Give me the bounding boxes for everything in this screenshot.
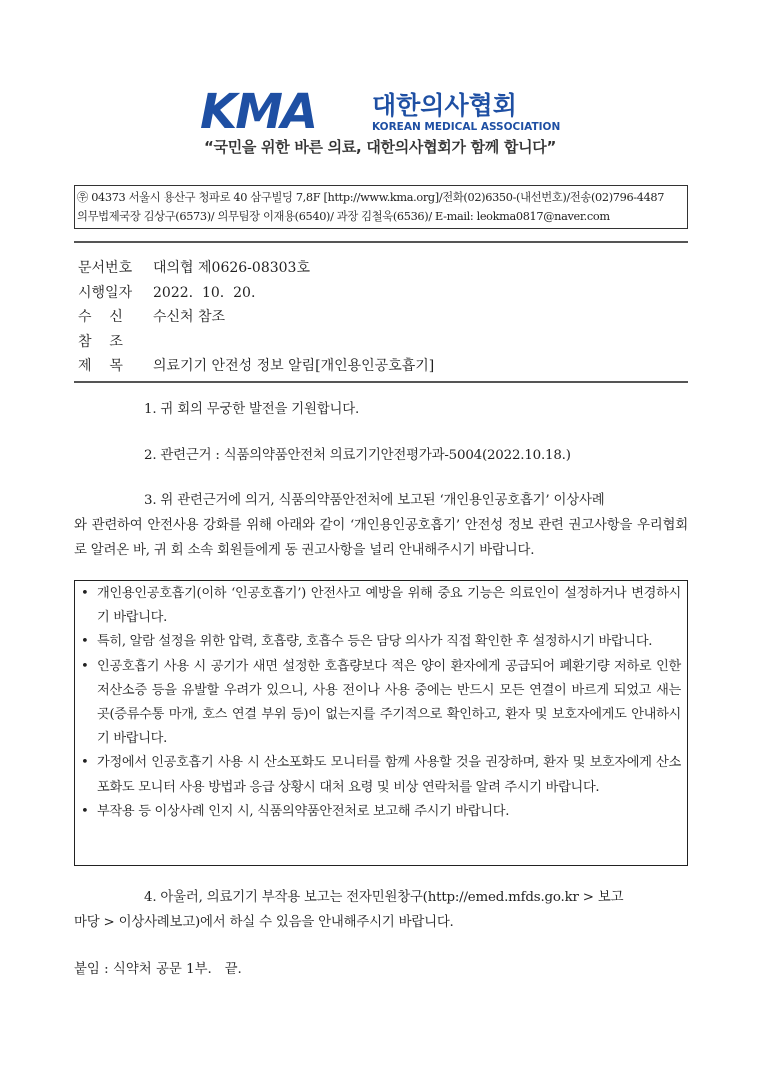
- meta-doc-number-label: 문서번호: [78, 260, 133, 276]
- paragraph-2: 2. 관련근거 : 식품의약품안전처 의료기기안전평가과-5004(2022.10.18.): [144, 448, 571, 463]
- paragraph-4-rest: 마당 > 이상사례보고)에서 하실 수 있음을 안내해주시기 바랍니다.: [74, 915, 454, 930]
- kma-logo: [200, 88, 570, 134]
- contact-line-staff: 의무법제국장 김상구(6573)/ 의무팀장 이재용(6540)/ 과장 김철욱(6536)/ E-mail: leokma0817@naver.com: [77, 210, 610, 223]
- meta-doc-number-value: 대의협 제0626-08303호: [153, 260, 310, 276]
- recommendation-item: [79, 800, 681, 824]
- meta-date-value: 2022. 10. 20.: [153, 284, 256, 301]
- meta-subject-value: 의료기기 안전성 정보 알림[개인용인공호흡기]: [153, 358, 435, 374]
- logo-mark-text: KMA: [200, 88, 317, 134]
- recommendation-item: [79, 630, 681, 654]
- bullet-dot-icon: •: [81, 658, 89, 674]
- recommendation-text: 특히, 알람 설정을 위한 압력, 호흡량, 호흡수 등은 담당 의사가 직접 확인한 후 설정하시기 바랍니다.: [97, 634, 653, 650]
- paragraph-3: [74, 488, 688, 563]
- recommendation-text: 가정에서 인공호흡기 사용 시 산소포화도 모니터를 함께 사용할 것을 권장하며, 환자 및 보호자에게 산소포화도 모니터 사용 방법과 응급 상황시 대처 요령 및 비상 연락처를 알려 주시기 바랍니다.: [97, 755, 681, 795]
- bullet-dot-icon: •: [81, 586, 89, 601]
- recommendation-text: 개인용인공호흡기(이하 ‘인공호흡기’) 안전사고 예방을 위해 중요 기능은 의료인이 설정하거나 변경하시기 바랍니다.: [97, 586, 681, 626]
- logo-name-korean: 대한의사협회: [372, 91, 517, 120]
- meta-doc-number: [78, 256, 434, 281]
- paragraph-3-rest: 와 관련하여 안전사용 강화를 위해 아래와 같이 ‘개인용인공호흡기’ 안전성 정보 관련 권고사항을 우리협회로 알려온 바, 귀 회 소속 회원들에게 동 권고사항을 널리 안내해주시기 바랍니다.: [74, 518, 688, 558]
- contact-box: [74, 185, 688, 229]
- recommendation-item: [79, 582, 681, 630]
- paragraph-1: 1. 귀 회의 무궁한 발전을 기원합니다.: [144, 402, 360, 417]
- paragraph-3-first-line: 3. 위 관련근거에 의거, 식품의약품안전처에 보고된 ‘개인용인공호흡기’ 이상사례: [144, 493, 605, 508]
- meta-date-label: 시행일자: [78, 284, 133, 301]
- attachment-note: 붙임 : 식약처 공문 1부. 끝.: [74, 962, 242, 977]
- meta-recipient-value: 수신처 참조: [153, 309, 226, 325]
- meta-divider: [74, 381, 688, 383]
- contact-line-address: ㉾ 04373 서울시 용산구 청파로 40 삼구빌딩 7,8F [http://www.kma.org]/전화(02)6350-(내선번호)/전송(02)796-4487: [77, 191, 665, 204]
- slogan: “국민을 위한 바른 의료, 대한의사협회가 함께 합니다”: [203, 138, 557, 156]
- meta-recipient-label: 수 신: [78, 309, 123, 325]
- meta-cc-label: 참 조: [78, 333, 123, 350]
- recommendation-item: [79, 751, 681, 799]
- bullet-dot-icon: •: [81, 803, 89, 819]
- meta-subject-label: 제 목: [78, 358, 123, 374]
- logo-name-english: KOREAN MEDICAL ASSOCIATION: [372, 121, 561, 133]
- meta-subject: [78, 354, 434, 379]
- paragraph-4: [74, 885, 688, 935]
- recommendation-item: [79, 655, 681, 752]
- recommendation-text: 인공호흡기 사용 시 공기가 새면 설정한 호흡량보다 적은 양이 환자에게 공급되어 폐환기량 저하로 인한 저산소증 등을 유발할 우려가 있으니, 사용 전이나 사용 중에는 반드시 모든 연결이 바르게 되었고 새는 곳(증류수통 마개, 호스 연결 부위 등)이 없는지를 주기적으로 확인하고, 환자 및 보호자에게도 안내하시기 바랍니다.: [97, 658, 681, 747]
- document-meta: [78, 256, 434, 379]
- meta-recipient: [78, 305, 434, 330]
- header-divider: [74, 241, 688, 243]
- bullet-dot-icon: •: [81, 755, 89, 771]
- meta-date: [78, 281, 434, 306]
- recommendations-box: [74, 580, 688, 866]
- paragraph-4-first-line: 4. 아울러, 의료기기 부작용 보고는 전자민원창구(http://emed.mfds.go.kr > 보고: [144, 890, 624, 905]
- bullet-dot-icon: •: [81, 634, 89, 650]
- recommendation-text: 부작용 등 이상사례 인지 시, 식품의약품안전처로 보고해 주시기 바랍니다.: [97, 803, 510, 819]
- meta-cc: [78, 330, 434, 355]
